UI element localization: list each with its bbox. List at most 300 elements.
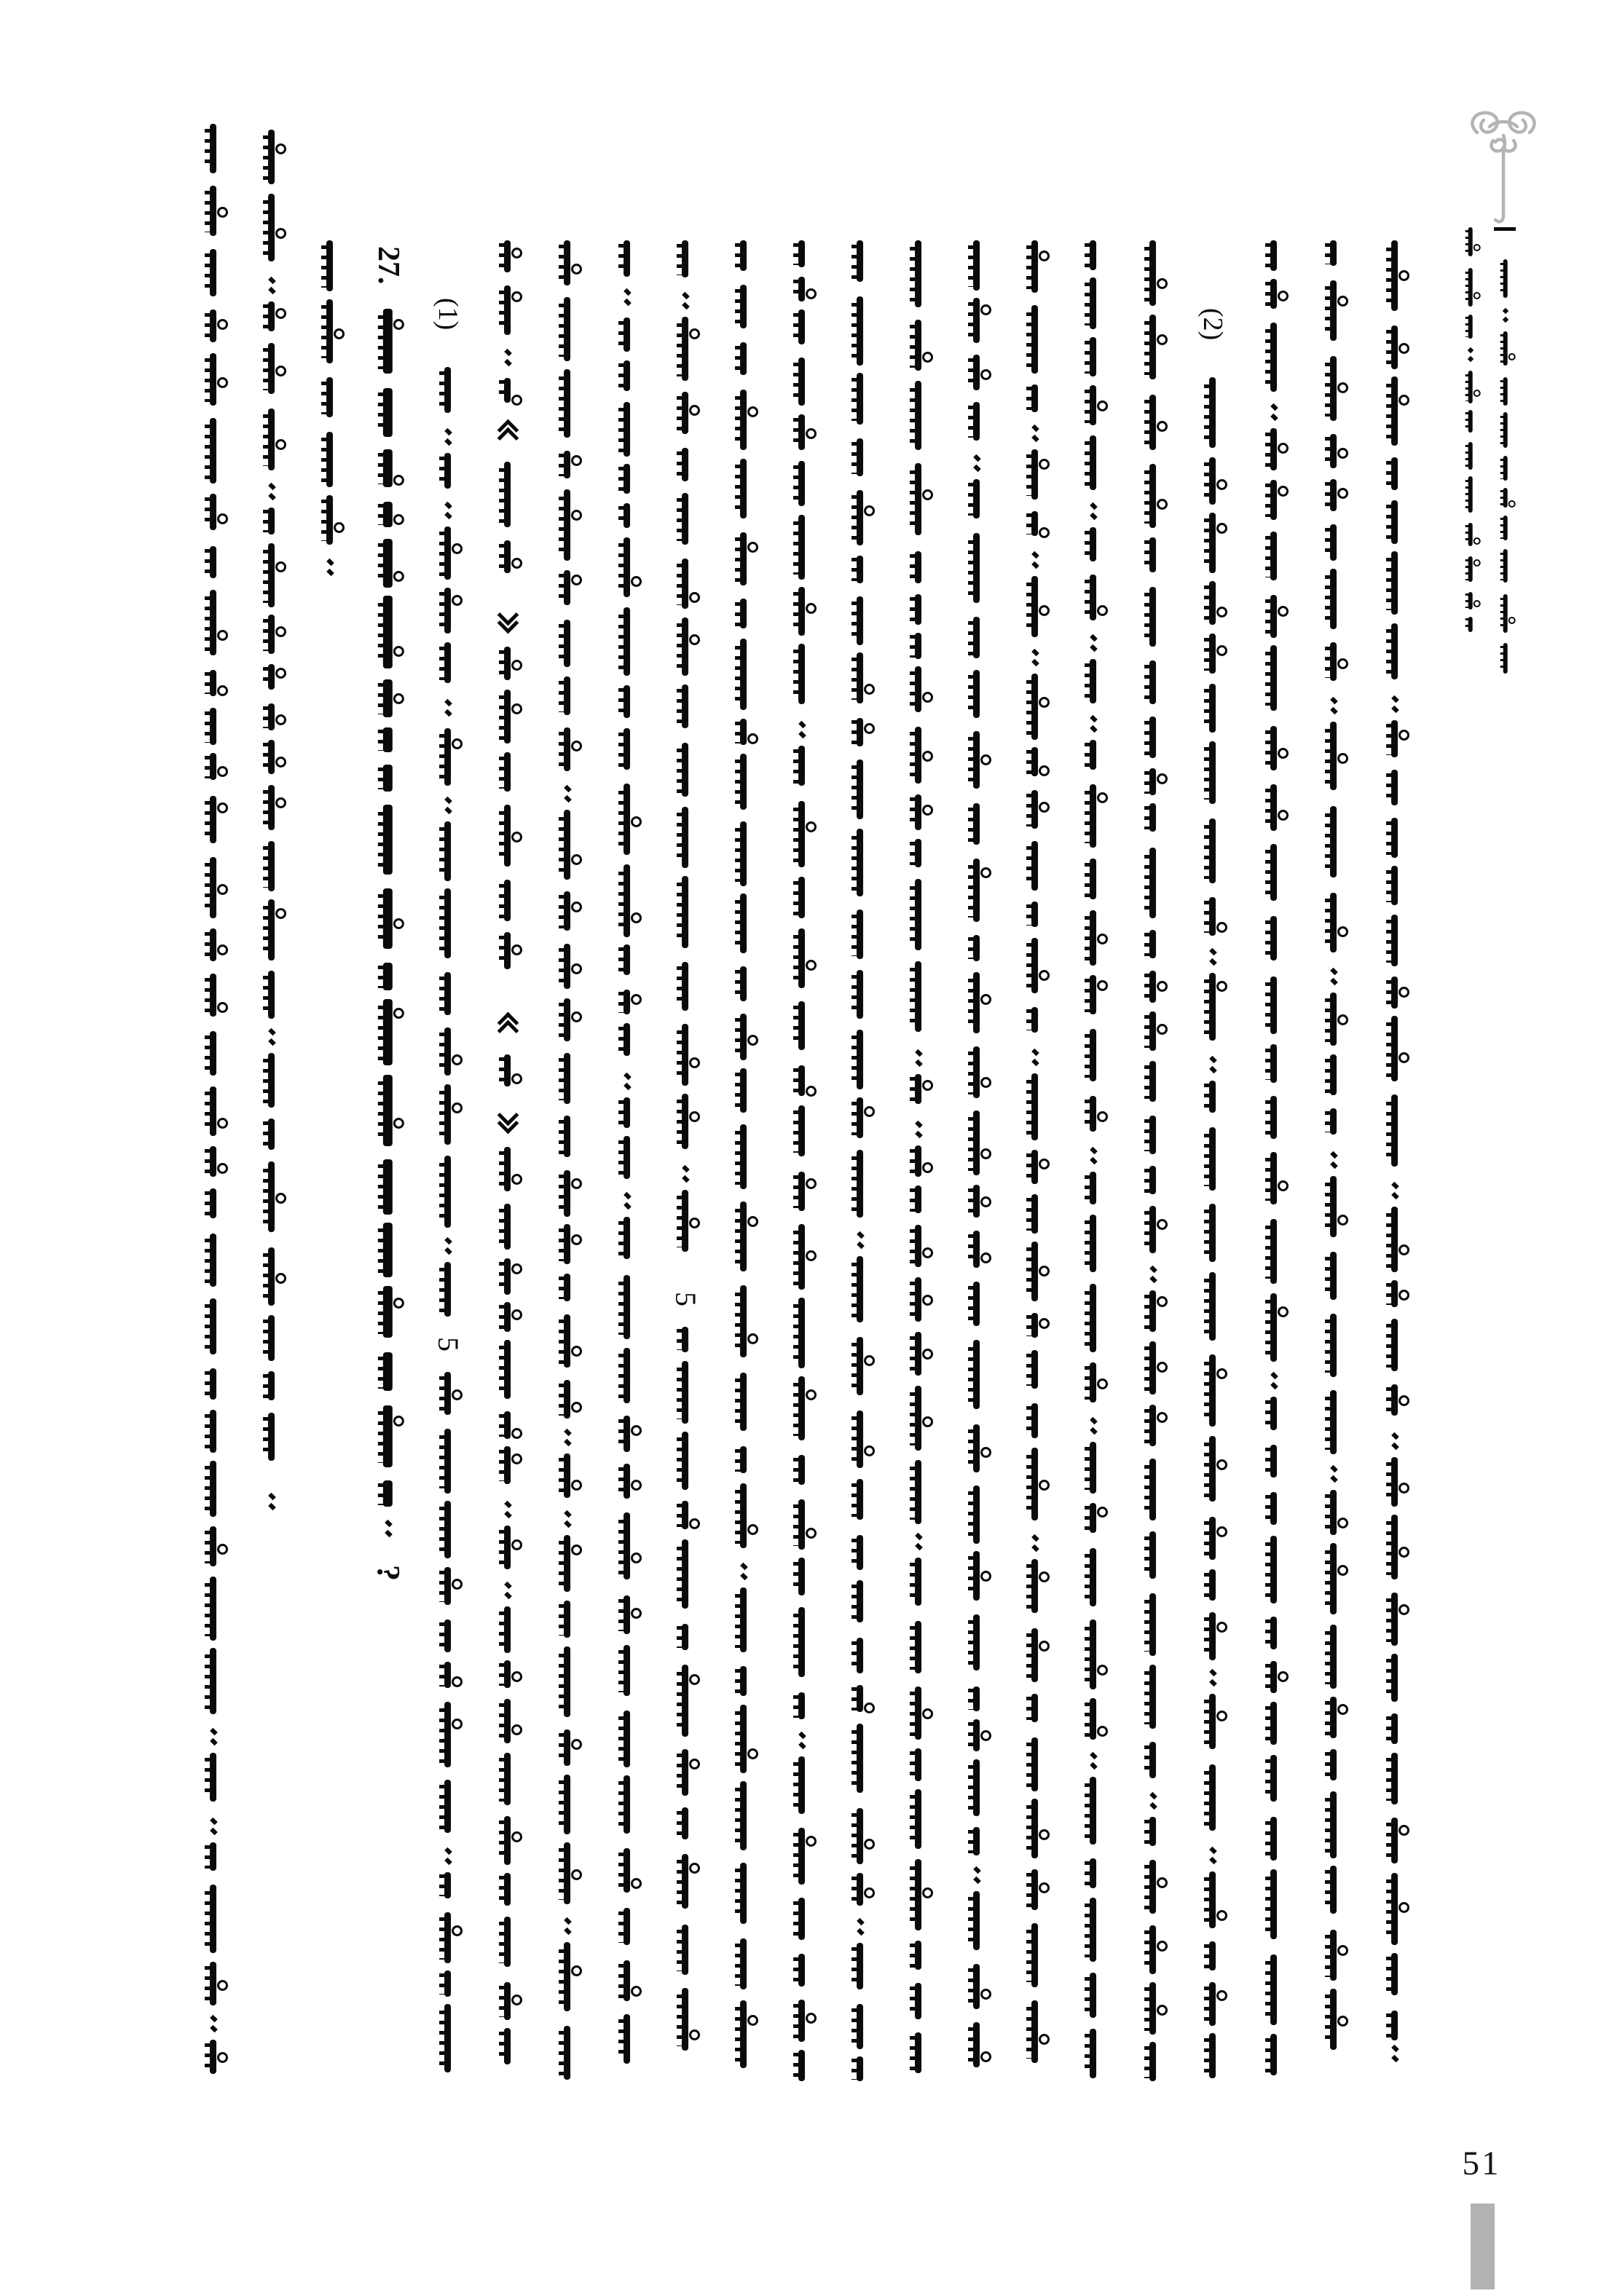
- script-word: [973, 1424, 980, 1472]
- script-word: [444, 588, 451, 634]
- double-dot-punctuation: [1196, 1668, 1230, 1688]
- script-word: [268, 615, 275, 654]
- script-word: [1031, 1694, 1038, 1722]
- script-word: [210, 1577, 216, 1641]
- script-word: [383, 727, 393, 753]
- text-column: [669, 240, 702, 2086]
- double-dot-punctuation: [431, 1846, 465, 1866]
- script-word: [857, 438, 863, 476]
- script-word: [1090, 1096, 1096, 1132]
- script-word: [973, 402, 980, 441]
- double-dot-punctuation: [1196, 1845, 1230, 1866]
- script-word: [1031, 1628, 1038, 1682]
- script-word: [326, 377, 333, 417]
- double-dot-punctuation: [1077, 1751, 1110, 1771]
- script-word: [210, 1368, 216, 1400]
- quote-bracket-close: [491, 601, 524, 636]
- script-word: [682, 240, 688, 277]
- double-dot-punctuation: [902, 1048, 935, 1068]
- script-word: [444, 642, 451, 683]
- script-word: [1330, 1054, 1337, 1095]
- script-word: [1209, 377, 1216, 448]
- script-word: [1468, 617, 1473, 632]
- text-column: [610, 240, 644, 2081]
- script-word: [210, 309, 216, 342]
- script-word: [740, 1202, 747, 1271]
- script-word: [268, 1053, 275, 1108]
- script-word: [740, 1124, 747, 1189]
- script-word: [973, 731, 980, 789]
- script-word: [740, 285, 747, 328]
- script-word: [1209, 1941, 1216, 1971]
- script-word: [383, 1480, 393, 1507]
- script-word: [682, 1024, 688, 1086]
- script-word: [1503, 516, 1508, 540]
- script-word: [623, 503, 630, 528]
- inline-number-text: 5: [669, 1292, 702, 1306]
- script-word: [623, 1464, 630, 1498]
- script-word: [915, 1277, 921, 1322]
- script-word: [210, 1031, 216, 1076]
- script-word: [798, 240, 805, 267]
- script-word: [1270, 1661, 1277, 1693]
- script-word: [504, 1204, 511, 1249]
- script-word: [326, 299, 333, 363]
- script-word: [1149, 1925, 1156, 1974]
- script-word: [915, 1074, 921, 1105]
- script-word: [915, 839, 921, 867]
- inline-number-text: 5: [432, 1337, 465, 1352]
- script-word: [857, 1150, 863, 1218]
- script-word: [1270, 1152, 1277, 1204]
- script-word: [1330, 1390, 1337, 1454]
- script-word: [740, 893, 747, 953]
- script-word: [973, 935, 980, 961]
- double-dot-punctuation: [669, 1164, 702, 1184]
- script-word: [740, 1014, 747, 1060]
- script-word: [210, 1461, 216, 1518]
- double-dot-punctuation: [431, 1236, 465, 1256]
- script-word: [326, 240, 333, 291]
- script-word: [1090, 1284, 1096, 1352]
- script-word: [1209, 2033, 1216, 2078]
- script-word: [383, 999, 393, 1065]
- script-word: [915, 666, 921, 712]
- script-word: [444, 1702, 451, 1767]
- script-word: [564, 1646, 570, 1717]
- script-word: [1209, 457, 1216, 505]
- script-word: [623, 1136, 630, 1179]
- script-word: [1209, 1272, 1216, 1341]
- double-dot-punctuation: [1136, 1264, 1170, 1285]
- script-word: [268, 1413, 275, 1461]
- script-word: [1270, 1536, 1277, 1603]
- text-column: [1018, 240, 1052, 2090]
- script-word: [383, 1286, 393, 1338]
- script-word: [682, 1432, 688, 1490]
- script-word: [444, 1912, 451, 1962]
- script-word: [383, 388, 393, 437]
- script-word: [915, 381, 921, 450]
- script-word: [210, 124, 216, 173]
- double-dot-punctuation: [1018, 423, 1052, 443]
- double-dot-punctuation: [1018, 550, 1052, 570]
- script-word: [740, 240, 747, 271]
- script-word: [564, 489, 570, 561]
- double-dot-punctuation: [1257, 1370, 1291, 1391]
- script-word: [268, 1161, 275, 1232]
- script-word: [1270, 1755, 1277, 1802]
- script-word: [1090, 2029, 1096, 2078]
- script-word: [1330, 569, 1337, 628]
- script-word: [740, 1863, 747, 1924]
- script-word: [1468, 371, 1473, 403]
- script-word: [564, 620, 570, 667]
- script-word: [973, 1110, 980, 1175]
- script-word: [268, 130, 275, 184]
- script-word: [623, 1275, 630, 1339]
- text-column: [1378, 240, 1412, 2077]
- script-word: [1391, 623, 1398, 680]
- script-word: [504, 1147, 511, 1191]
- script-word: [1270, 1096, 1277, 1139]
- text-column: [1257, 240, 1291, 2090]
- script-word: [564, 998, 570, 1041]
- script-word: [210, 2040, 216, 2074]
- script-word: [1391, 977, 1398, 1008]
- script-word: [1209, 1982, 1216, 2026]
- script-word: [210, 857, 216, 918]
- script-word: [740, 2000, 747, 2068]
- script-word: [1090, 337, 1096, 376]
- script-word: [1270, 279, 1277, 309]
- script-word: [1330, 1314, 1337, 1377]
- script-word: [682, 1501, 688, 1529]
- script-word: [1031, 902, 1038, 927]
- script-word: [564, 727, 570, 771]
- script-word: [1209, 581, 1216, 625]
- page-number: 51: [1462, 2145, 1501, 2182]
- script-word: [564, 369, 570, 438]
- script-word: [383, 1075, 393, 1147]
- script-word: [1503, 549, 1508, 583]
- script-word: [1270, 2034, 1277, 2075]
- text-column: [491, 240, 524, 2084]
- script-word: [444, 453, 451, 489]
- script-word: [268, 1371, 275, 1400]
- script-word: [1090, 385, 1096, 425]
- script-word: [973, 1964, 980, 2009]
- double-dot-punctuation: [902, 1531, 935, 1552]
- script-word: [682, 1749, 688, 1796]
- script-word: [210, 494, 216, 531]
- script-word: [1330, 1866, 1337, 1914]
- script-word: [1149, 660, 1156, 704]
- script-word: [383, 1405, 393, 1468]
- script-word: [973, 972, 980, 1033]
- script-word: [915, 794, 921, 830]
- script-word: [1391, 1280, 1398, 1306]
- script-word: [1149, 587, 1156, 647]
- script-word: [915, 551, 921, 583]
- script-word: [798, 1828, 805, 1885]
- script-word: [268, 1247, 275, 1306]
- script-word: [857, 1943, 863, 1989]
- script-word: [1031, 511, 1038, 536]
- script-word: [1090, 910, 1096, 966]
- script-word: [1031, 1007, 1038, 1033]
- double-dot-punctuation: [960, 453, 994, 473]
- script-word: [1090, 659, 1096, 703]
- script-word: [623, 2014, 630, 2064]
- script-word: [268, 409, 275, 470]
- script-word: [1031, 1150, 1038, 1183]
- script-word: [798, 1172, 805, 1212]
- script-word: [1149, 1116, 1156, 1154]
- script-word: [504, 752, 511, 792]
- script-word: [1330, 1697, 1337, 1738]
- script-word: [1330, 642, 1337, 681]
- script-word: [1209, 1764, 1216, 1831]
- script-word: [564, 1453, 570, 1498]
- script-word: [915, 1225, 921, 1267]
- inline-number: [669, 1282, 702, 1317]
- script-word: [798, 414, 805, 450]
- script-word: [1270, 1044, 1277, 1082]
- double-dot-punctuation: [1378, 2043, 1412, 2064]
- script-word: [915, 1789, 921, 1849]
- script-word: [1330, 1176, 1337, 1237]
- double-dot-punctuation: [1077, 501, 1110, 521]
- script-word: [798, 587, 805, 636]
- inline-number-text: (1): [433, 297, 463, 331]
- script-word: [1503, 456, 1508, 481]
- script-word: [682, 1925, 688, 1976]
- script-word: [1209, 684, 1216, 733]
- script-word: [1209, 1569, 1216, 1601]
- double-dot-punctuation: [785, 1730, 819, 1751]
- double-dot-punctuation: [727, 1561, 760, 1582]
- script-word: [1270, 480, 1277, 520]
- script-word: [268, 971, 275, 1019]
- script-word: [1270, 240, 1277, 271]
- script-word: [1031, 1869, 1038, 1911]
- script-word: [504, 1816, 511, 1865]
- script-word: [623, 1960, 630, 2001]
- double-dot-punctuation: [669, 291, 702, 311]
- script-word: [1090, 784, 1096, 847]
- script-word: [857, 829, 863, 896]
- double-dot-punctuation: [1257, 402, 1291, 422]
- script-word: [1468, 442, 1473, 470]
- script-word: [857, 1638, 863, 1673]
- script-word: [798, 1224, 805, 1290]
- double-dot-punctuation: [1196, 1054, 1230, 1075]
- script-word: [1149, 1593, 1156, 1655]
- script-word: [504, 690, 511, 743]
- script-word: [1149, 537, 1156, 573]
- script-word: [210, 1753, 216, 1802]
- script-word: [973, 1614, 980, 1670]
- script-word: [1330, 1490, 1337, 1535]
- script-word: [444, 1872, 451, 1898]
- script-word: [1391, 1016, 1398, 1081]
- script-word: [857, 1479, 863, 1519]
- script-word: [564, 676, 570, 714]
- inline-number: [431, 1327, 465, 1362]
- script-word: [1149, 395, 1156, 451]
- script-word: [1209, 1871, 1216, 1928]
- text-column: [960, 240, 994, 2083]
- script-word: [798, 1001, 805, 1050]
- script-word: [1149, 315, 1156, 379]
- script-word: [740, 1938, 747, 1990]
- inline-number: [431, 271, 465, 357]
- script-word: [973, 240, 980, 291]
- script-word: [504, 1660, 511, 1688]
- double-dot-punctuation: [551, 1916, 584, 1936]
- script-word: [564, 1224, 570, 1263]
- text-column: [843, 240, 877, 2084]
- script-word: [504, 805, 511, 866]
- double-dot-punctuation: [902, 1119, 935, 1140]
- double-dot-punctuation: [1378, 1431, 1412, 1451]
- script-word: [973, 1891, 980, 1950]
- double-dot-punctuation: [197, 1816, 230, 1837]
- script-word: [210, 1086, 216, 1136]
- script-word: [1149, 930, 1156, 958]
- script-word: [682, 743, 688, 797]
- script-word: [798, 2000, 805, 2042]
- quote-bracket-close: [491, 1102, 524, 1137]
- script-word: [973, 859, 980, 921]
- script-word: [1503, 259, 1508, 298]
- script-word: [444, 1970, 451, 1997]
- script-word: [1209, 741, 1216, 805]
- script-word: [504, 1753, 511, 1806]
- script-word: [444, 367, 451, 413]
- script-word: [564, 1274, 570, 1301]
- double-dot-punctuation: [843, 1917, 877, 1937]
- script-word: [1090, 1777, 1096, 1844]
- script-word: [1330, 1108, 1337, 1135]
- script-word: [210, 1885, 216, 1954]
- script-word: [623, 360, 630, 391]
- script-word: [1503, 412, 1508, 449]
- script-word: [798, 928, 805, 987]
- script-word: [623, 685, 630, 718]
- script-word: [444, 888, 451, 958]
- script-word: [1149, 2042, 1156, 2081]
- script-word: [268, 508, 275, 534]
- script-word: [268, 1315, 275, 1360]
- script-word: [1090, 1698, 1096, 1739]
- script-word: [504, 880, 511, 920]
- script-word: [623, 1217, 630, 1260]
- script-word: [623, 464, 630, 494]
- script-word: [740, 966, 747, 1001]
- script-word: [740, 342, 747, 375]
- double-dot-punctuation: [1077, 1145, 1110, 1166]
- script-word: [682, 1361, 688, 1424]
- script-word: [1330, 240, 1337, 266]
- script-word: [1391, 1094, 1398, 1167]
- double-dot-punctuation: [551, 784, 584, 804]
- script-word: [1149, 1166, 1156, 1195]
- script-word: [1149, 768, 1156, 796]
- script-word: [504, 378, 511, 403]
- double-dot-punctuation: [1493, 305, 1518, 326]
- header-running-title-column: [1493, 227, 1518, 682]
- script-word: [1209, 1354, 1216, 1427]
- script-word: [210, 928, 216, 961]
- double-dot-punctuation: [1136, 1791, 1170, 1811]
- script-word: [740, 639, 747, 710]
- script-word: [915, 463, 921, 535]
- script-word: [1090, 1362, 1096, 1403]
- double-dot-punctuation: [431, 698, 465, 718]
- script-word: [857, 1097, 863, 1138]
- script-word: [444, 1620, 451, 1653]
- script-word: [504, 1411, 511, 1439]
- script-word: [915, 1748, 921, 1781]
- script-word: [1330, 1625, 1337, 1689]
- script-word: [504, 285, 511, 335]
- script-word: [1270, 595, 1277, 638]
- script-word: [210, 796, 216, 843]
- script-word: [682, 1624, 688, 1650]
- script-word: [1391, 1207, 1398, 1272]
- script-word: [1090, 1215, 1096, 1272]
- script-word: [504, 462, 511, 527]
- script-word: [1391, 376, 1398, 445]
- script-word: [1209, 1081, 1216, 1113]
- script-word: [444, 1084, 451, 1145]
- script-word: [1270, 784, 1277, 832]
- quote-bracket-open: [491, 1009, 524, 1044]
- script-word: [1330, 1930, 1337, 1981]
- script-word: [504, 1606, 511, 1653]
- script-word: [623, 537, 630, 597]
- script-word: [623, 240, 630, 277]
- script-word: [682, 559, 688, 608]
- script-word: [915, 1460, 921, 1524]
- text-column: [551, 240, 584, 2087]
- script-word: [1468, 410, 1473, 433]
- script-word: [798, 801, 805, 867]
- script-word: [623, 784, 630, 855]
- script-word: [623, 864, 630, 936]
- script-word: [857, 1337, 863, 1396]
- script-word: [857, 718, 863, 747]
- script-word: [798, 461, 805, 506]
- script-word: [210, 1234, 216, 1287]
- double-dot-punctuation: [551, 1427, 584, 1448]
- script-word: [383, 679, 393, 717]
- script-word: [973, 1486, 980, 1544]
- script-word: [444, 972, 451, 1015]
- script-word: [857, 1808, 863, 1865]
- script-word: [1031, 1403, 1038, 1439]
- script-word: [798, 1954, 805, 1987]
- script-word: [740, 1373, 747, 1431]
- script-word: [623, 317, 630, 351]
- script-word: [1270, 1492, 1277, 1526]
- script-word: [740, 821, 747, 886]
- script-word: [1270, 1869, 1277, 1939]
- script-word: [682, 618, 688, 675]
- script-word: [504, 932, 511, 969]
